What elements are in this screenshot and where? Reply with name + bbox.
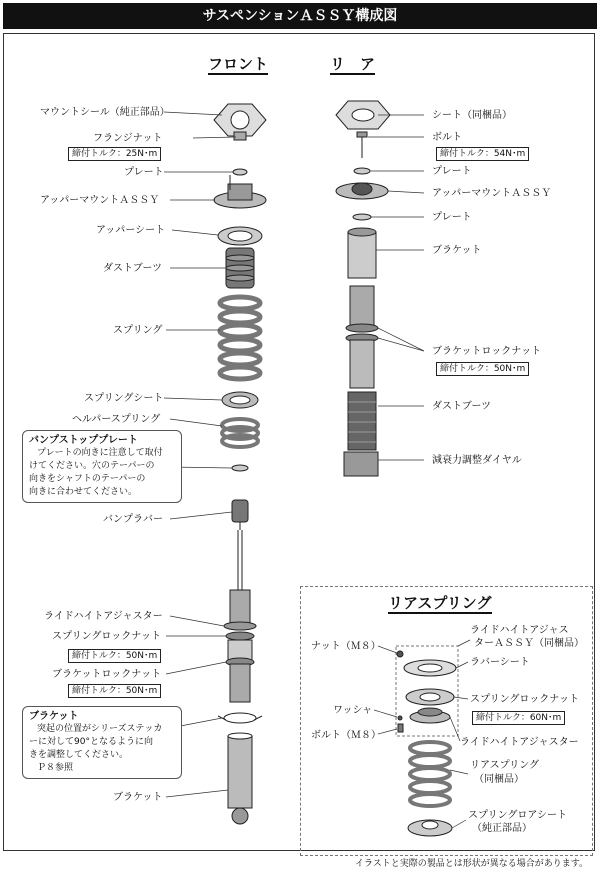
label-front-spring-lock-nut: スプリングロックナット: [52, 631, 161, 642]
label-rear-spring-nut: ナット（Ｍ８）: [311, 641, 381, 652]
rear-spring-header: リアスプリング: [388, 594, 492, 612]
label-rear-bolt: ボルト: [432, 132, 462, 143]
label-rear-plate-top: プレート: [432, 166, 472, 177]
rear-dust-boots: [344, 392, 378, 476]
front-dust-boots: [226, 248, 254, 288]
bump-stop-note-line: けてください。穴のテーパーの: [29, 461, 155, 471]
bump-stop-note: [22, 430, 182, 503]
label-rear-bracket-lock-nut: ブラケットロックナット: [432, 346, 542, 357]
bracket-note-line: 突起の位置がシリーズステッカ: [37, 724, 163, 734]
torque-rear-bolt: 締付トルク：54N･m: [436, 147, 529, 161]
label-front-plate: プレート: [124, 167, 164, 178]
bracket-note: [22, 706, 182, 779]
torque-front-bracket-lock-nut: 締付トルク：50N･m: [68, 684, 161, 698]
label-rear-plate-bottom: プレート: [432, 212, 472, 223]
label-rubber-sheet: ラバーシート: [470, 657, 530, 668]
bump-stop-note-title: バンプストッププレート: [29, 435, 138, 446]
front-mount-seal: [214, 104, 266, 136]
label-front-bump-rubber: バンプラバー: [103, 514, 163, 525]
front-helper-spring: [222, 419, 258, 447]
label-front-upper-seat: アッパーシート: [96, 225, 166, 236]
label-adjuster-assy-line2: ターＡＳＳＹ（同梱品）: [474, 638, 584, 649]
torque-front-flange-nut: 締付トルク：25N･m: [68, 147, 161, 161]
front-plate: [233, 169, 247, 175]
front-bump-rubber: [232, 500, 248, 530]
label-rear-bracket: ブラケット: [432, 245, 482, 256]
bracket-note-line: ーに対して90°となるように向: [29, 737, 153, 747]
label-lower-seat-line1: スプリングロアシート: [468, 810, 567, 821]
label-lower-seat-line2: （純正部品）: [472, 823, 532, 834]
torque-rear-bracket-lock-nut: 締付トルク：50N･m: [436, 362, 529, 376]
label-front-ride-height-adjuster: ライドハイトアジャスター: [44, 611, 163, 622]
label-front-bracket: ブラケット: [113, 792, 163, 803]
label-front-spring-seat: スプリングシート: [84, 393, 164, 404]
label-rear-spring-line1: リアスプリング: [470, 760, 539, 771]
label-front-flange-nut: フランジナット: [93, 133, 163, 144]
front-bracket: [228, 733, 252, 824]
label-rear-ride-height-adjuster: ライドハイトアジャスター: [460, 737, 579, 748]
label-rear-spring-lock-nut: スプリングロックナット: [470, 694, 579, 705]
page-title: サスペンションＡＳＳＹ構成図: [3, 3, 597, 29]
bump-stop-note-line: 向きをシャフトのテーパーの: [29, 474, 146, 484]
label-rear-upper-mount: アッパーマウントＡＳＳＹ: [432, 188, 552, 199]
front-spring-seat: [222, 392, 258, 408]
label-rear-spring-bolt: ボルト（Ｍ８）: [311, 730, 381, 741]
rear-upper-mount: [336, 183, 388, 199]
front-bracket-clamp: [218, 713, 262, 723]
rear-damper: [346, 286, 378, 388]
label-rear-spring-line2: （同梱品）: [474, 774, 524, 785]
label-rear-dust-boots: ダストブーツ: [432, 401, 491, 412]
rear-plate-bottom: [353, 214, 371, 220]
label-rear-damping-dial: 減衰力調整ダイヤル: [432, 455, 522, 466]
front-spring: [220, 297, 260, 379]
label-front-spring: スプリング: [113, 325, 163, 336]
label-front-mount-seal: マウントシール（純正部品）: [40, 107, 170, 118]
label-front-bracket-lock-nut: ブラケットロックナット: [52, 669, 162, 680]
front-flange-nut: [234, 132, 246, 140]
label-front-upper-mount: アッパーマウントＡＳＳＹ: [40, 195, 160, 206]
label-adjuster-assy-line1: ライドハイトアジャス: [470, 625, 569, 636]
front-header: フロント: [208, 55, 269, 73]
bump-stop-note-line: プレートの向きに注意して取付: [37, 448, 163, 458]
rear-plate-top: [354, 168, 370, 174]
label-rear-seat: シート（同梱品）: [432, 110, 512, 121]
bracket-note-line: きを調整してください。: [29, 750, 129, 760]
rear-header: リ ア: [330, 55, 376, 73]
footer-disclaimer: イラストと実際の製品とは形状が異なる場合があります。: [354, 859, 588, 869]
label-front-helper-spring: ヘルパースプリング: [72, 414, 161, 425]
rear-bolt: [357, 132, 367, 158]
label-rear-spring-washer: ワッシャ: [333, 705, 373, 716]
bump-stop-note-line: 向きに合わせてください。: [29, 487, 138, 497]
front-damper: [224, 530, 256, 702]
bracket-note-title: ブラケット: [29, 711, 79, 722]
front-bump-plate: [232, 465, 248, 471]
torque-front-spring-lock-nut: 締付トルク：50N･m: [68, 649, 161, 663]
front-upper-seat: [218, 227, 262, 245]
rear-bracket: [348, 228, 376, 278]
label-front-dust-boots: ダストブーツ: [103, 263, 162, 274]
torque-rear-spring-lock-nut: 締付トルク：60N･m: [472, 711, 565, 725]
bracket-note-line: Ｐ８参照: [37, 763, 74, 773]
front-upper-mount: [214, 175, 266, 208]
